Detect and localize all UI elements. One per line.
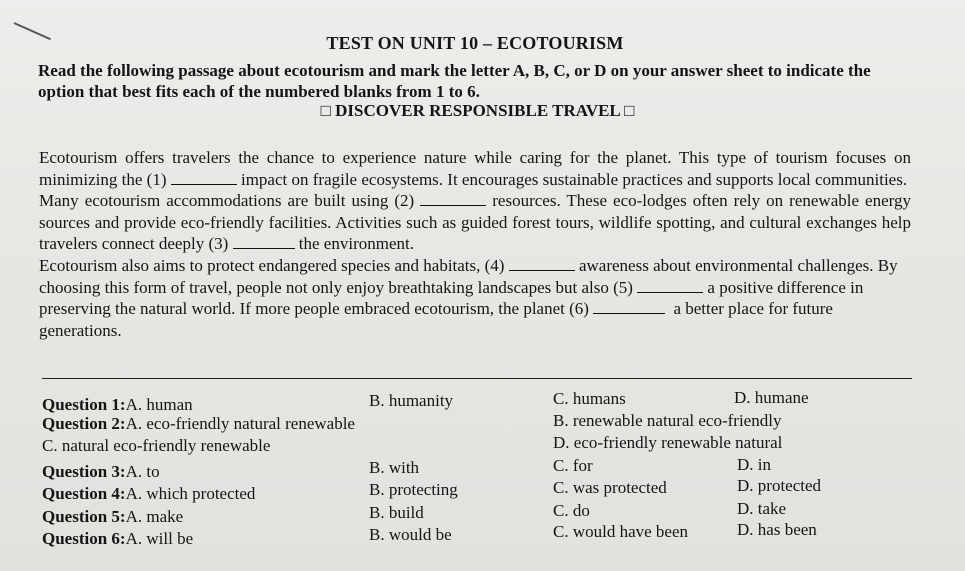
question-3-option-b[interactable] <box>369 458 419 478</box>
option-text: C. do <box>553 501 590 520</box>
option-text: B. build <box>369 503 424 522</box>
option-text: D. eco-friendly renewable natural <box>553 433 783 452</box>
option-text: C. for <box>553 456 593 475</box>
question-1-option-b[interactable] <box>369 391 453 411</box>
passage-text: awareness about environmental challenges. By choosing this form of travel, people not only enjoy breathtaking landscapes but also (5) <box>39 255 898 297</box>
question-1-option-c[interactable] <box>553 389 626 409</box>
question-4-option-d[interactable] <box>737 476 821 496</box>
question-label: Question 1: <box>42 395 126 414</box>
option-text: D. protected <box>737 476 822 495</box>
passage-text: a positive difference in preserving the natural world. If more people embraced ecotourism, the planet (6) <box>39 277 864 319</box>
option-text: A. which protected <box>125 484 256 503</box>
option-text: B. renewable natural eco-friendly <box>553 411 782 430</box>
passage-text: Ecotourism offers travelers the chance to experience nature while caring for the planet. This type of tourism focuses on minimizing the (1) <box>39 148 911 189</box>
question-3-option-d[interactable] <box>737 455 771 475</box>
blank-6 <box>593 300 665 314</box>
blank-1 <box>171 171 237 185</box>
passage-subtitle: □ DISCOVER RESPONSIBLE TRAVEL □ <box>320 101 635 120</box>
question-6-option-b[interactable] <box>369 525 452 545</box>
option-text: D. take <box>737 499 787 518</box>
passage-text: impact on fragile ecosystems. It encourages sustainable practices and supports local communities. <box>236 169 908 189</box>
section-divider <box>42 378 912 379</box>
paragraph-3 <box>39 255 911 341</box>
option-text: C. natural eco-friendly renewable <box>42 436 271 455</box>
option-text: A. eco-friendly natural renewable <box>125 414 355 433</box>
question-2-option-d[interactable] <box>553 433 782 453</box>
question-label: Question 2: <box>42 414 126 433</box>
question-label: Question 6: <box>42 529 126 548</box>
question-6-option-a[interactable] <box>42 529 193 549</box>
question-4-option-b[interactable] <box>369 480 458 500</box>
passage-text: Many ecotourism accommodations are built using (2) <box>39 191 421 211</box>
option-text: C. was protected <box>553 478 667 497</box>
option-text: B. with <box>369 458 420 477</box>
question-4-option-a[interactable] <box>42 484 255 504</box>
blank-2 <box>420 192 486 206</box>
question-5-option-c[interactable] <box>553 501 590 521</box>
question-5-option-d[interactable] <box>737 499 786 519</box>
question-3-option-a[interactable] <box>42 462 160 482</box>
option-text: D. in <box>737 455 771 474</box>
question-4-option-c[interactable] <box>553 478 667 498</box>
question-label: Question 3: <box>42 462 126 481</box>
question-1-option-a[interactable] <box>42 395 193 415</box>
option-text: B. protecting <box>369 480 458 499</box>
option-text: A. to <box>125 462 160 481</box>
question-5-option-a[interactable] <box>42 507 183 527</box>
passage-text: Ecotourism also aims to protect endangered species and habitats, (4) <box>39 255 509 275</box>
option-text: B. humanity <box>369 391 454 410</box>
option-text: C. would have been <box>553 522 689 541</box>
question-2-option-a[interactable] <box>42 414 355 434</box>
question-label: Question 4: <box>42 484 126 503</box>
option-text: D. has been <box>737 520 817 539</box>
page-title: TEST ON UNIT 10 – ECOTOURISM <box>326 33 624 53</box>
passage-text: the environment. <box>294 234 414 254</box>
option-text: A. will be <box>125 529 194 548</box>
reading-passage <box>39 147 911 341</box>
question-2-option-b[interactable] <box>553 411 781 431</box>
passage-text: a better place for future generations. <box>39 299 833 340</box>
option-text: B. would be <box>369 525 452 544</box>
question-2-option-c[interactable] <box>42 436 270 456</box>
paragraph-2 <box>39 190 911 255</box>
option-text: C. humans <box>553 389 626 408</box>
question-6-option-c[interactable] <box>553 522 688 542</box>
option-text: D. humane <box>734 388 809 407</box>
question-5-option-b[interactable] <box>369 503 424 523</box>
question-label: Question 5: <box>42 507 126 526</box>
paragraph-1 <box>39 147 911 190</box>
option-text: A. make <box>125 507 184 526</box>
option-text: A. human <box>125 395 193 414</box>
blank-3 <box>233 235 295 249</box>
question-3-option-c[interactable] <box>553 456 593 476</box>
question-1-option-d[interactable] <box>734 388 809 408</box>
passage-text: resources. These eco-lodges often rely on renewable energy sources and provide eco-friendly facilities. Activities such as guided forest tours, wildlife spotting, and cultural exchanges help travelers connect deeply (3) <box>39 191 911 254</box>
blank-4 <box>509 257 575 271</box>
instructions: Read the following passage about ecotourism and mark the letter A, B, C, or D on your answer sheet to indicate the option that best fits each of the numbered blanks from 1 to 6. <box>38 61 871 101</box>
question-6-option-d[interactable] <box>737 520 817 540</box>
blank-5 <box>637 279 703 293</box>
